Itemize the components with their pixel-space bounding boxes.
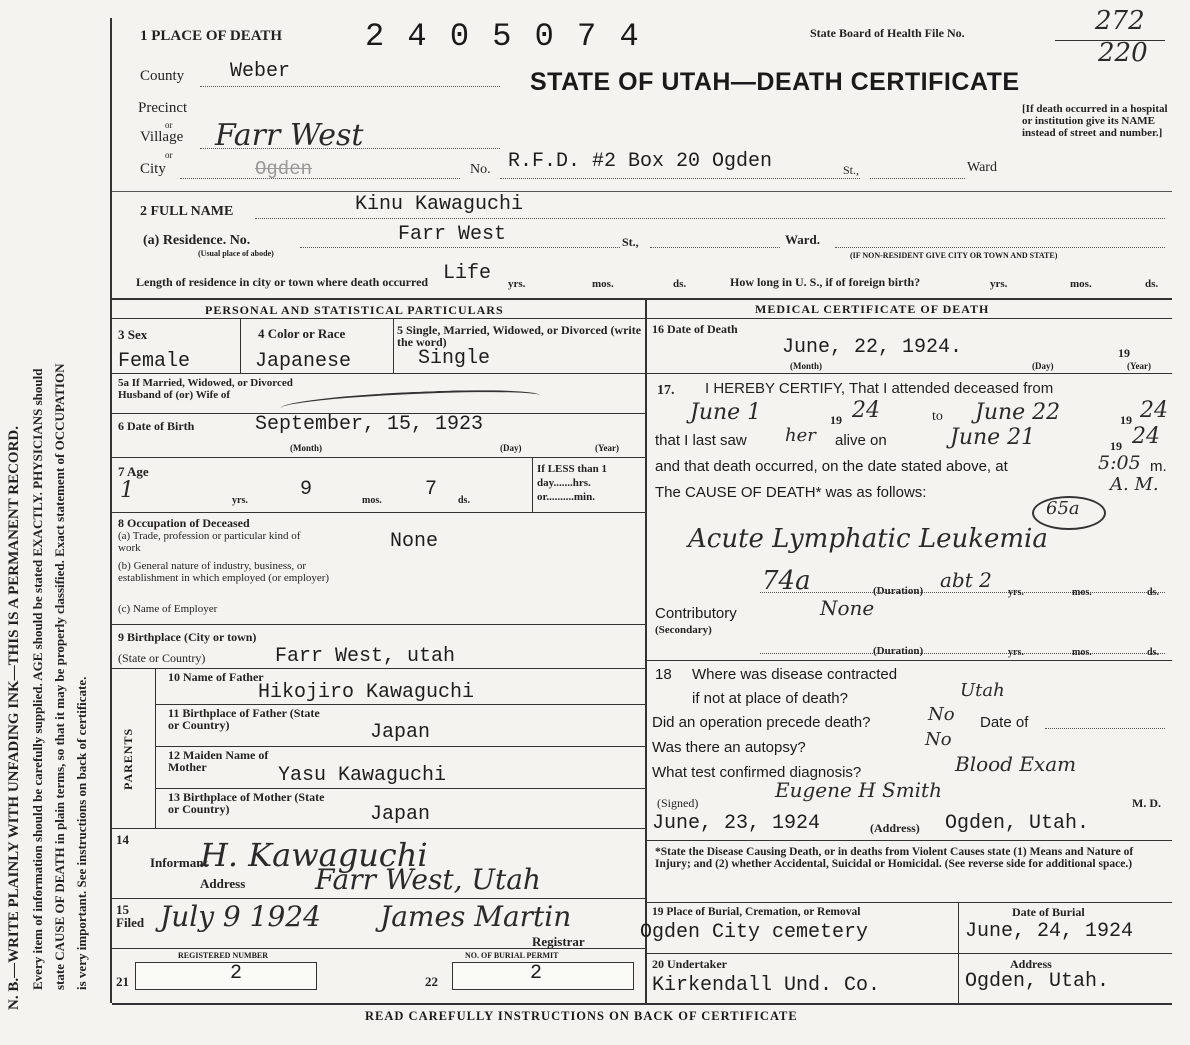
father-label: 10 Name of Father	[168, 670, 264, 684]
undertaker-address-value: Ogden, Utah.	[965, 970, 1110, 993]
father-birthplace-value: Japan	[370, 721, 431, 744]
attended-from-year: 24	[852, 398, 880, 423]
residence-st-label: St.,	[622, 235, 639, 249]
nonresident-note: (IF NON-RESIDENT GIVE CITY OR TOWN AND STATE)	[850, 251, 1058, 260]
attended-to: June 22	[975, 400, 1061, 425]
less-than-day-label: If LESS than 1 day.......hrs. or..........min.	[537, 463, 608, 503]
signed-label: (Signed)	[657, 796, 699, 810]
street-no-label: No.	[470, 162, 491, 177]
duration-mos: mos.	[1072, 587, 1092, 598]
undertaker-value: Kirkendall Und. Co.	[652, 974, 881, 997]
full-name-value: Kinu Kawaguchi	[355, 193, 524, 216]
village-value: Farr West	[215, 118, 364, 153]
city-label: City	[140, 161, 166, 177]
burial-permit-value: 2	[530, 962, 543, 985]
precinct-label: Precinct	[138, 100, 188, 116]
length-yrs: yrs.	[508, 278, 526, 290]
age-days: 7	[425, 478, 438, 501]
us-ds: ds.	[1145, 278, 1159, 290]
mother-value: Yasu Kawaguchi	[278, 764, 447, 787]
contrib-duration-label: (Duration)	[873, 645, 924, 657]
county-value: Weber	[230, 60, 291, 83]
marital-label: 5 Single, Married, Widowed, or Divorced (write the word)	[397, 323, 642, 349]
time-suffix: m.	[1150, 458, 1167, 475]
age-mos: mos.	[362, 495, 382, 506]
dob-label: 6 Date of Birth	[118, 419, 195, 433]
occupation-value: None	[390, 530, 439, 553]
time-ampm: A. M.	[1110, 474, 1159, 495]
birthplace-value: Farr West, utah	[275, 645, 456, 668]
test-label: What test confirmed diagnosis?	[652, 764, 862, 781]
race-value: Japanese	[255, 350, 352, 373]
test-answer: Blood Exam	[955, 752, 1077, 776]
instruction-line-2: Every item of information should be carefully supplied. AGE should be stated EXACTLY. PHYSICIANS should	[30, 368, 45, 990]
undertaker-label: 20 Undertaker	[652, 957, 727, 971]
operation-answer: No	[928, 704, 955, 725]
footnote: *State the Disease Causing Death, or in deaths from Violent Causes state (1) Means and Nature of Injury; and (2) whether Accidental, Suicidal or Homicidal. (See reverse side for additional space.)	[655, 846, 1134, 870]
duration-value: abt 2	[940, 568, 992, 592]
village-label: Village	[140, 129, 184, 145]
us-residence-label: How long in U. S., if of foreign birth?	[730, 275, 921, 289]
race-label: 4 Color or Race	[258, 326, 346, 341]
mother-birthplace-label: 13 Birthplace of Mother (State or Country)	[168, 790, 325, 816]
autopsy-answer: No	[925, 729, 952, 750]
street-st-label: St.,	[843, 163, 860, 177]
dod-month-caption: (Month)	[790, 361, 822, 371]
operation-label: Did an operation precede death?	[652, 714, 871, 731]
physician-signature: Eugene H Smith	[775, 778, 942, 802]
length-ds: ds.	[673, 278, 687, 290]
signed-address: Ogden, Utah.	[945, 812, 1090, 835]
burial-permit-label: NO. OF BURIAL PERMIT	[465, 951, 559, 960]
cause-label: The CAUSE OF DEATH* was as follows:	[655, 484, 927, 501]
registered-21: 21	[116, 974, 129, 989]
length-residence-label: Length of residence in city or town where death occurred	[136, 275, 429, 289]
date-of-death-value: June, 22, 1924.	[782, 336, 963, 359]
residence-label: (a) Residence. No.	[143, 233, 251, 248]
father-birthplace-label: 11 Birthplace of Father (State or Country)	[168, 706, 320, 732]
full-name-label: 2 FULL NAME	[140, 204, 234, 219]
attended-to-19: 19	[1120, 413, 1132, 427]
date-of-death-label: 16 Date of Death	[652, 322, 738, 336]
dob-month-caption: (Month)	[290, 443, 322, 453]
contrib-yrs: yrs.	[1008, 647, 1024, 658]
marital-value: Single	[418, 347, 491, 370]
last-alive-19: 19	[1110, 439, 1122, 453]
duration-label: (Duration)	[873, 585, 924, 597]
q18-number: 18	[655, 666, 672, 683]
dod-day-caption: (Day)	[1032, 361, 1054, 371]
us-mos: mos.	[1070, 278, 1092, 290]
registrar-label: Registrar	[532, 934, 585, 949]
informant-address-label: Address	[200, 876, 246, 891]
place-of-death-label: 1 PLACE OF DEATH	[140, 28, 283, 44]
certify-text: I HEREBY CERTIFY, That I attended deceased from	[705, 380, 1054, 397]
burial-place-label: 19 Place of Burial, Cremation, or Removal	[652, 906, 861, 918]
medical-heading: MEDICAL CERTIFICATE OF DEATH	[755, 302, 990, 316]
age-years: 1	[120, 478, 134, 503]
county-label: County	[140, 68, 185, 84]
q18-text-a: Where was disease contracted	[692, 666, 898, 683]
cause-code: 65a	[1046, 498, 1080, 519]
occupation-label: 8 Occupation of Deceased	[118, 516, 250, 530]
last-alive-year: 24	[1132, 424, 1160, 449]
cause-of-death: Acute Lymphatic Leukemia	[688, 524, 1048, 554]
to-label: to	[932, 409, 943, 424]
age-yrs: yrs.	[232, 495, 248, 506]
contributory-value: None	[820, 596, 875, 620]
attended-to-year: 24	[1140, 398, 1168, 423]
informant-label: Informant	[150, 855, 208, 870]
personal-heading: PERSONAL AND STATISTICAL PARTICULARS	[205, 303, 504, 317]
street-address: R.F.D. #2 Box 20 Ogden	[508, 150, 773, 173]
sex-label: 3 Sex	[118, 327, 148, 342]
sex-value: Female	[118, 350, 191, 373]
birthplace-state-label: (State or Country)	[118, 651, 206, 665]
city-value: Ogden	[255, 158, 313, 180]
contributory-label: Contributory	[655, 605, 737, 622]
registered-22: 22	[425, 974, 438, 989]
ward-label: Ward	[967, 160, 997, 175]
dob-value: September, 15, 1923	[255, 413, 484, 436]
age-ds: ds.	[458, 495, 470, 506]
filed-number: 15	[116, 902, 129, 917]
burial-place-value: Ogden City cemetery	[640, 921, 869, 944]
q18-text-b: if not at place of death?	[692, 690, 848, 707]
usual-abode-label: (Usual place of abode)	[198, 249, 274, 258]
residence-value: Farr West	[398, 223, 507, 246]
file-number-1: 272	[1095, 6, 1145, 36]
md-label: M. D.	[1132, 796, 1161, 810]
certificate-number: 2 4 0 5 0 7 4	[365, 18, 641, 55]
registrar-signature: James Martin	[380, 900, 572, 933]
mother-birthplace-value: Japan	[370, 803, 431, 826]
age-label: 7 Age	[118, 464, 149, 479]
duration-ds: ds.	[1147, 587, 1159, 598]
informant-value: H. Kawaguchi	[200, 836, 428, 874]
informant-address-value: Farr West, Utah	[315, 863, 541, 896]
q18-answer: Utah	[960, 680, 1005, 701]
duration-yrs: yrs.	[1008, 587, 1024, 598]
residence-ward-label: Ward.	[785, 232, 821, 247]
file-number-2: 220	[1098, 38, 1148, 68]
informant-number: 14	[116, 832, 129, 847]
or-1: or	[165, 120, 173, 130]
dob-year-caption: (Year)	[595, 443, 619, 453]
contrib-mos: mos.	[1072, 647, 1092, 658]
registered-number-value: 2	[230, 962, 243, 985]
last-saw-pronoun: her	[785, 425, 816, 446]
attended-from: June 1	[690, 400, 762, 425]
spouse-label: 5a If Married, Widowed, or Divorced Husband of (or) Wife of	[118, 377, 293, 401]
parents-label: PARENTS	[121, 727, 135, 790]
last-saw-text: that I last saw	[655, 432, 747, 449]
occupation-c-label: (c) Name of Employer	[118, 603, 218, 615]
signed-date: June, 23, 1924	[652, 812, 821, 835]
dob-day-caption: (Day)	[500, 443, 522, 453]
alive-on-text: alive on	[835, 432, 887, 449]
secondary-label: (Secondary)	[655, 624, 712, 636]
file-number-label: State Board of Health File No.	[810, 26, 965, 40]
or-2: or	[165, 150, 173, 160]
state-title: STATE OF UTAH—DEATH CERTIFICATE	[530, 68, 1020, 96]
hospital-note: [If death occurred in a hospital or institution give its NAME instead of street and number.]	[1022, 103, 1168, 139]
last-alive-date: June 21	[950, 425, 1036, 450]
length-residence-value: Life	[443, 262, 492, 285]
footer-instructions: READ CAREFULLY INSTRUCTIONS ON BACK OF CERTIFICATE	[365, 1009, 798, 1023]
father-value: Hikojiro Kawaguchi	[258, 681, 475, 704]
certify-number: 17.	[657, 383, 675, 398]
dod-nineteen: 19	[1118, 346, 1130, 360]
filed-value: July 9 1924	[160, 900, 321, 933]
registered-number-label: REGISTERED NUMBER	[178, 951, 269, 960]
occupation-a-label: (a) Trade, profession or particular kind of work	[118, 530, 301, 554]
instruction-line-3: state CAUSE OF DEATH in plain terms, so that it may be properly classified. Exact statement of OCCUPATION	[52, 363, 67, 990]
birthplace-label: 9 Birthplace (City or town)	[118, 630, 257, 644]
time-of-death: 5:05	[1098, 452, 1141, 474]
burial-date-value: June, 24, 1924	[965, 920, 1134, 943]
burial-date-label: Date of Burial	[1012, 905, 1085, 919]
burial-permit-box	[452, 962, 634, 990]
us-yrs: yrs.	[990, 278, 1008, 290]
undertaker-address-label: Address	[1010, 957, 1052, 971]
occupation-b-label: (b) General nature of industry, business, or establishment in which employed (or employer)	[118, 560, 330, 584]
cause-code-2: 74a	[762, 566, 811, 596]
length-mos: mos.	[592, 278, 614, 290]
filed-label: Filed	[116, 915, 145, 930]
death-occurred-text: and that death occurred, on the date stated above, at	[655, 458, 1008, 475]
contrib-ds: ds.	[1147, 647, 1159, 658]
autopsy-label: Was there an autopsy?	[652, 739, 806, 756]
age-months: 9	[300, 478, 313, 501]
registered-number-box	[135, 962, 317, 990]
attended-from-19: 19	[830, 413, 842, 427]
operation-date-label: Date of	[980, 714, 1029, 731]
instruction-line-1: N. B.—WRITE PLAINLY WITH UNFADING INK—THIS IS A PERMANENT RECORD.	[6, 426, 22, 1010]
mother-label: 12 Maiden Name of Mother	[168, 748, 269, 774]
dod-year-caption: (Year)	[1127, 361, 1151, 371]
instruction-line-4: is very important. See instructions on back of certificate.	[74, 676, 89, 990]
signed-address-label: (Address)	[870, 821, 920, 835]
